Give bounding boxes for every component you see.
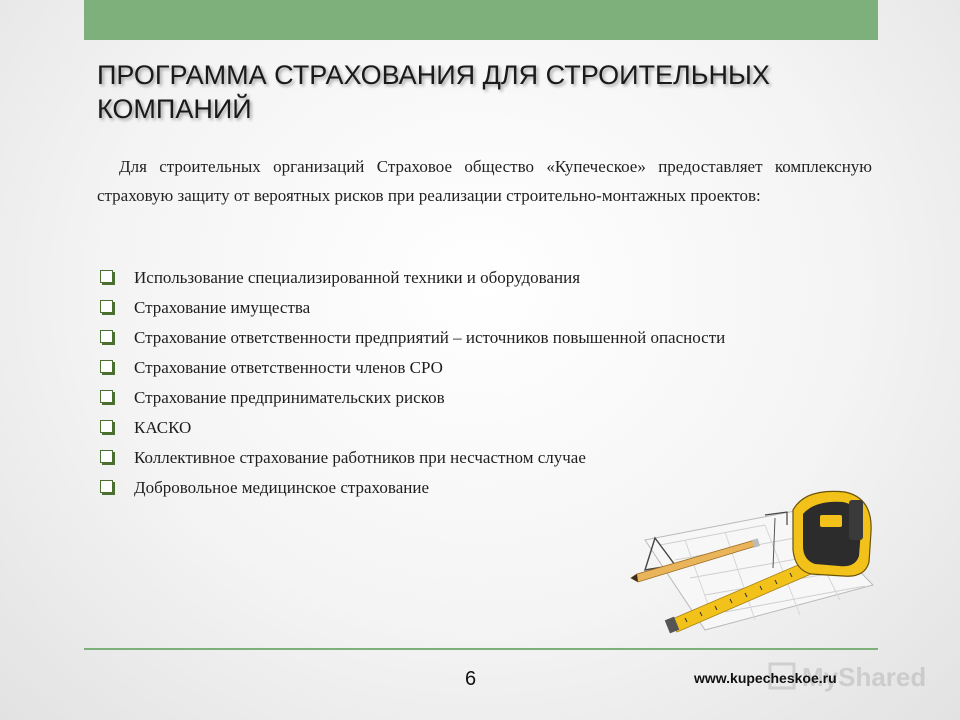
list-item-text: Страхование имущества <box>134 298 311 317</box>
list-item <box>100 414 872 441</box>
checkbox-bullet-icon <box>100 420 113 433</box>
checkbox-bullet-icon <box>100 270 113 283</box>
bullet-list <box>100 264 872 504</box>
checkbox-bullet-icon <box>100 360 113 373</box>
list-item <box>100 354 872 381</box>
list-item <box>100 324 872 351</box>
checkbox-bullet-icon <box>100 450 113 463</box>
checkbox-bullet-icon <box>100 330 113 343</box>
list-item <box>100 264 872 291</box>
slide-title: ПРОГРАММА СТРАХОВАНИЯ ДЛЯ СТРОИТЕЛЬНЫХ КОМПАНИЙ <box>97 60 770 124</box>
list-item-text: КАСКО <box>134 418 192 437</box>
list-item-text: Использование специализированной техники и оборудования <box>134 268 581 287</box>
top-accent-band <box>84 0 878 40</box>
tape-measure-illustration <box>615 470 885 645</box>
checkbox-bullet-icon <box>100 300 113 313</box>
checkbox-bullet-icon <box>100 390 113 403</box>
bottom-accent-line <box>84 648 878 650</box>
tape-measure-case <box>793 491 871 576</box>
checkbox-bullet-icon <box>100 480 113 493</box>
website-link[interactable]: www.kupecheskoe.ru <box>694 670 837 686</box>
page-number: 6 <box>465 668 477 690</box>
list-item <box>100 444 872 471</box>
list-item-text: Коллективное страхование работников при несчастном случае <box>134 448 586 467</box>
list-item-text: Добровольное медицинское страхование <box>134 478 430 497</box>
list-item-text: Страхование ответственности предприятий – источников повышенной опасности <box>134 328 726 347</box>
list-item-text: Страхование предпринимательских рисков <box>134 388 445 407</box>
list-item-text: Страхование ответственности членов СРО <box>134 358 443 377</box>
list-item <box>100 294 872 321</box>
intro-paragraph: Для строительных организаций Страховое общество «Купеческое» предоставляет комплексную страховую защиту от вероятных рисков при реализации строительно-монтажных проектов: <box>97 157 872 205</box>
watermark-text: MyShared <box>802 662 927 692</box>
list-item <box>100 384 872 411</box>
